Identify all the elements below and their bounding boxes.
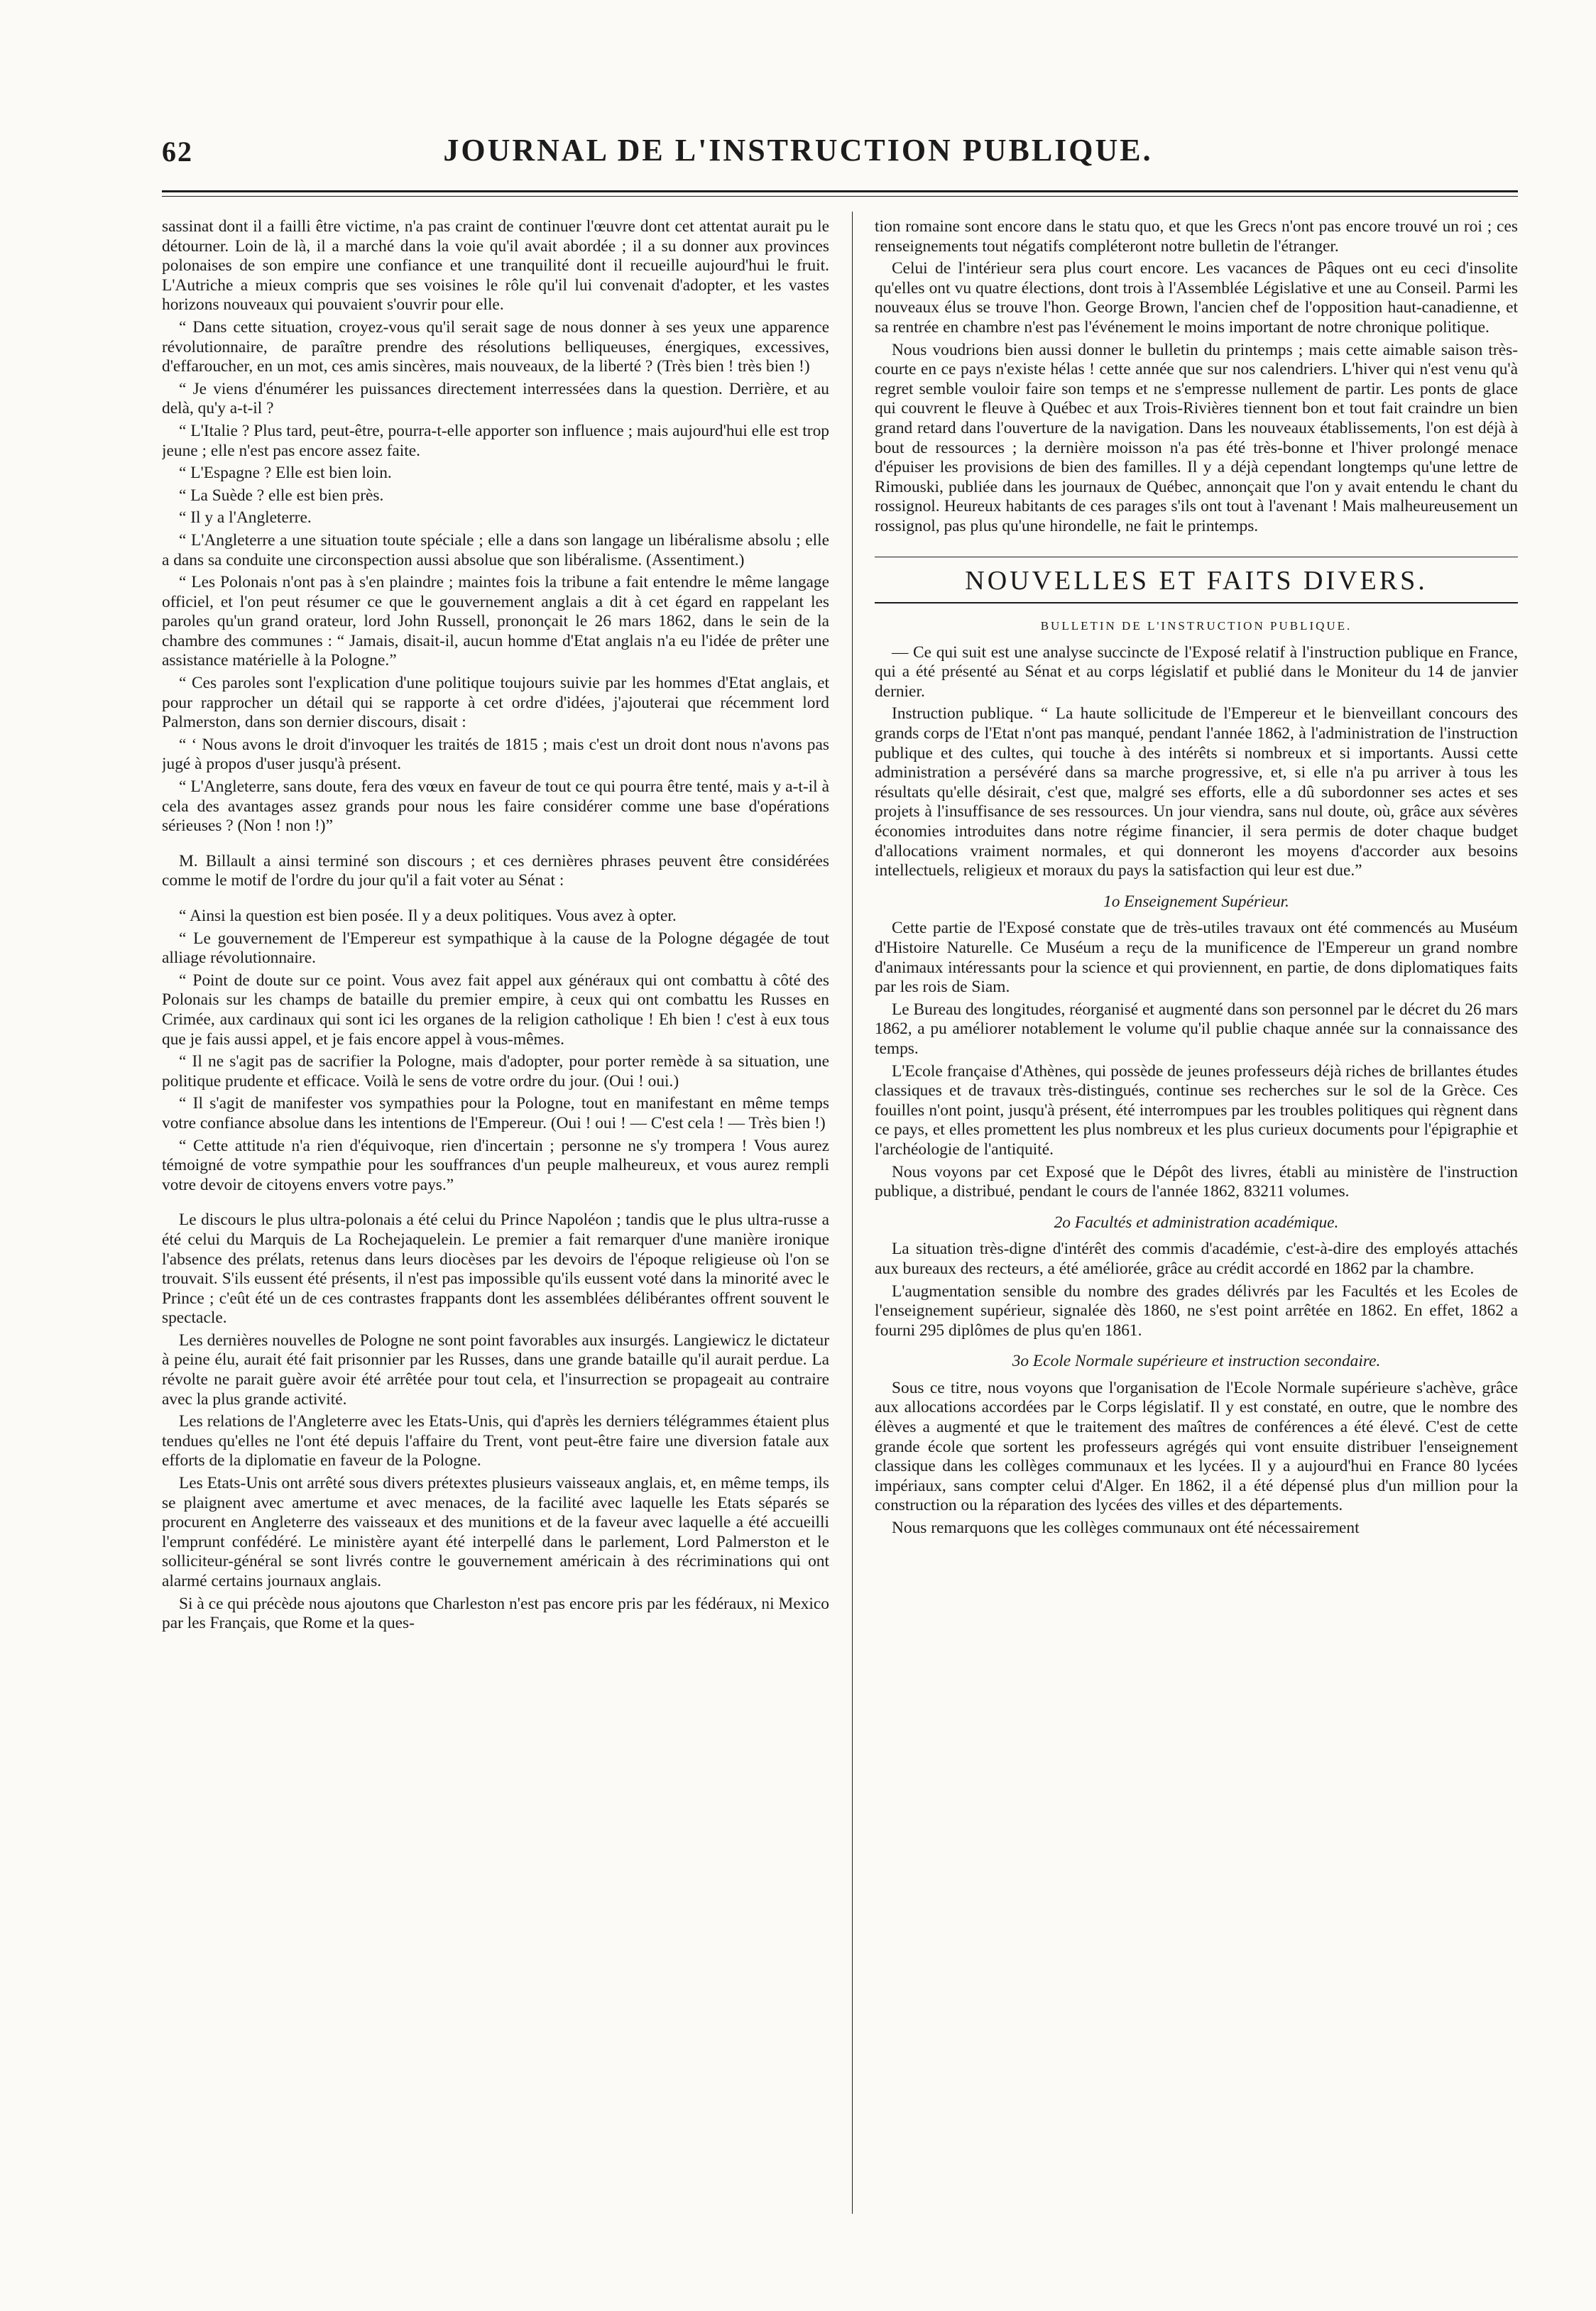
paragraph: “ Point de doute sur ce point. Vous avez fait appel aux généraux qui ont combattu à côté des Polonais sur les champs de bataille du premier empire, à ceux qui ont combattu les Russes en Crimée, aux cardinaux qui sont ici les organes de la religion catholique ! Eh bien ! c'est à eux tous que je fais aussi appel, et je fais encore appel à vous-mêmes. <box>162 971 829 1049</box>
paragraph: “ Les Polonais n'ont pas à s'en plaindre ; maintes fois la tribune a fait entendre le même langage officiel, et l'on peut résumer ce que le gouvernement anglais a dit à cet égard en rappelant les paroles qu'un grand orateur, lord John Russell, prononçait le 26 mars 1862, dans le sein de la chambre des communes : “ Jamais, disait-il, aucun homme d'Etat anglais n'a eu l'idée de prêter une assistance matérielle à la Pologne.” <box>162 573 829 670</box>
column-divider <box>852 212 853 2214</box>
paragraph: L'augmentation sensible du nombre des grades délivrés par les Facultés et les Ecoles de l'enseignement supérieur, signalée dès 1860, ne s'est point arrêtée en 1862. En effet, 1862 a fourni 295 diplômes de plus qu'en 1861. <box>875 1282 1518 1340</box>
paragraph: “ Ces paroles sont l'explication d'une politique toujours suivie par les hommes d'Etat anglais, et pour rapprocher un détail qui se rapporte à cet ordre d'idées, j'ajouterai que récemment lord Palmerston, dans son dernier discours, disait : <box>162 674 829 732</box>
paragraph: L'Ecole française d'Athènes, qui possède de jeunes professeurs déjà riches de brillantes études classiques et de travaux très-distingués, continue ses recherches sur le sol de la Grèce. Ces fouilles n'ont point, jusqu'à présent, été interrompues par les troubles politiques qui règnent dans ce pays, et elles promettent les plus nombreux et les plus curieux documents pour l'épigraphie et l'archéologie de l'antiquité. <box>875 1061 1518 1159</box>
paragraph: Nous remarquons que les collèges communaux ont été nécessairement <box>892 1519 1360 1538</box>
paragraph: Le discours le plus ultra-polonais a été celui du Prince Napoléon ; tandis que le plus ultra-russe a été celui du Marquis de La Rochejaquelein. Le premier a fait remarquer d'une manière ironique l'absence des prélats, retenus dans leurs diocèses par les devoirs de l'époque religieuse où l'on se trouvait. S'ils eussent été présents, il n'est pas impossible qu'ils eussent voté dans la minorité avec le Prince ; c'eût été un de ces contrastes frappants dont les assemblées délibérantes offrent souvent le spectacle. <box>162 1211 829 1328</box>
paragraph: — Ce qui suit est une analyse succincte de l'Exposé relatif à l'instruction publique en France, qui a été présenté au Sénat et au corps législatif et publié dans le Moniteur du 14 de janvier dernier. <box>875 643 1518 701</box>
paragraph: “ Il s'agit de manifester vos sympathies pour la Pologne, tout en manifestant en même temps votre confiance absolue dans les intentions de l'Empereur. (Oui ! oui ! — C'est cela ! — Très bien !) <box>162 1094 829 1132</box>
paragraph: Nous voyons par cet Exposé que le Dépôt des livres, établi au ministère de l'instruction publique, a distribué, pendant le cours de l'année 1862, 83211 volumes. <box>875 1162 1518 1201</box>
paragraph: tion romaine sont encore dans le statu quo, et que les Grecs n'ont pas encore trouvé un roi ; ces renseignements tout négatifs compléteront notre bulletin de l'étranger. <box>875 217 1518 256</box>
page-number: 62 <box>162 136 193 168</box>
paragraph: “ L'Espagne ? Elle est bien loin. <box>179 464 392 483</box>
paragraph: Sous ce titre, nous voyons que l'organisation de l'Ecole Normale supérieure s'achève, grâce aux allocations accordées par le Corps législatif. Il y est constaté, en outre, que le nombre des élèves a augmenté et que le traitement des maîtres de conférences a été élevé. C'est de cette grande école que sortent les professeurs agrégés qui vont ensuite distribuer l'enseignement classique dans les collèges communaux et les lycées. Il y a aujourd'hui en France 80 lycées impériaux, sans compter celui d'Alger. En 1862, il a été dépensé plus d'un million pour la construction ou la réparation des lycées des villes et des départements. <box>875 1378 1518 1515</box>
paragraph: Si à ce qui précède nous ajoutons que Charleston n'est pas encore pris par les fédéraux, ni Mexico par les Français, que Rome et la ques- <box>162 1594 829 1633</box>
paragraph: “ Je viens d'énumérer les puissances directement interressées dans la question. Derrière, et au delà, qu'y a-t-il ? <box>162 379 829 418</box>
heading-enseignement-superieur: 1o Enseignement Supérieur. <box>1103 892 1289 911</box>
paragraph: “ L'Italie ? Plus tard, peut-être, pourra-t-elle apporter son influence ; mais aujourd'hui elle est trop jeune ; elle n'est pas encore assez faite. <box>162 421 829 460</box>
paragraph: “ La Suède ? elle est bien près. <box>179 486 384 505</box>
right-column <box>875 217 1518 2283</box>
subsection-title: BULLETIN DE L'INSTRUCTION PUBLIQUE. <box>1040 619 1352 633</box>
paragraph: Les Etats-Unis ont arrêté sous divers prétextes plusieurs vaisseaux anglais, et, en même temps, ils se plaignent avec amertume et avec menaces, de la facilité avec laquelle les Etats séparés se procurent en Angleterre des vaisseaux et des munitions et de la faveur avec laquelle a été accueilli l'emprunt confédéré. Le ministère ayant été interpellé dans le parlement, Lord Palmerston et le solliciteur-général se sont livrés contre le gouvernement américain à des récriminations qui ont alarmé certains journaux anglais. <box>162 1474 829 1590</box>
paragraph: “ ‘ Nous avons le droit d'invoquer les traités de 1815 ; mais c'est un droit dont nous n'avons pas jugé à propos d'user jusqu'à présent. <box>162 735 829 774</box>
paragraph: La situation très-digne d'intérêt des commis d'académie, c'est-à-dire des employés attachés aux bureaux des recteurs, a été améliorée, grâce au crédit accordé en 1862 par la chambre. <box>875 1240 1518 1278</box>
heading-ecole-normale: 3o Ecole Normale supérieure et instruction secondaire. <box>1012 1352 1381 1371</box>
paragraph: “ Il y a l'Angleterre. <box>179 508 312 528</box>
paragraph: “ L'Angleterre a une situation toute spéciale ; elle a dans son langage un libéralisme absolu ; elle a dans sa conduite une circonspection aussi absolue que son libéralisme. (Assentiment.) <box>162 530 829 569</box>
paragraph: Les dernières nouvelles de Pologne ne sont point favorables aux insurgés. Langiewicz le dictateur à peine élu, aurait été fait prisonnier par les Russes, dans une grande bataille qu'il aurait perdue. La révolte ne parait guère avoir été arrêtée pour tout cela, et l'insurrection se propageait au contraire avec la plus grande activité. <box>162 1331 829 1409</box>
paragraph: Les relations de l'Angleterre avec les Etats-Unis, qui d'après les derniers télégrammes étaient plus tendues qu'elles ne l'ont été depuis l'affaire du Trent, vont peut-être faire une diversion fatale aux efforts de la diplomatie en faveur de la Pologne. <box>162 1412 829 1470</box>
paragraph: “ Dans cette situation, croyez-vous qu'il serait sage de nous donner à ses yeux une apparence révolutionnaire, de paraître prendre des résolutions belliqueuses, énergiques, excessives, d'effaroucher, en un mot, ces amis sincères, mais nouveaux, de la liberté ? (Très bien ! très bien !) <box>162 317 829 376</box>
paragraph: “ L'Angleterre, sans doute, fera des vœux en faveur de tout ce qui pourra être tenté, mais y a-t-il à cela des avantages assez grands pour nous les faire considérer comme une base d'opérations sérieuses ? (Non ! non !)” <box>162 777 829 836</box>
heading-facultes: 2o Facultés et administration académique. <box>1054 1213 1339 1232</box>
paragraph: Nous voudrions bien aussi donner le bulletin du printemps ; mais cette aimable saison très-courte en ce pays n'existe hélas ! cette année que sur nos calendriers. L'hiver qui n'est venu qu'à regret semble vouloir faire son temps et ne s'empresse nullement de partir. Les ponts de glace qui couvrent le fleuve à Québec et aux Trois-Rivières tiennent bon et tout fait craindre un bien grand retard dans l'ouverture de la navigation. Dans les nouveaux établissements, l'on est déjà à bout de ressources ; la dernière moisson n'a pas été très-bonne et l'hiver prolongé menace d'épuiser les provisions de bien des familles. Il y a déjà cependant longtemps qu'une lettre de Rimouski, publiée dans les journaux de Québec, annonçait que l'on y avait entendu le chant du rossignol. Heureux habitants de ces parages s'ils ont tout à l'avenant ! Mais malheureusement un rossignol, pas plus qu'une hirondelle, ne fait le printemps. <box>875 340 1518 535</box>
paragraph: “ Ainsi la question est bien posée. Il y a deux politiques. Vous avez à opter. <box>179 907 677 925</box>
paragraph: “ Cette attitude n'a rien d'équivoque, rien d'incertain ; personne ne s'y trompera ! Vous aurez témoigné de votre sympathie pour les souffrances d'un peuple malheureux, et vous aurez rempli votre devoir de citoyens envers votre pays.” <box>162 1136 829 1194</box>
paragraph: Celui de l'intérieur sera plus court encore. Les vacances de Pâques ont eu ceci d'insolite qu'elles ont vu quatre élections, dont trois à l'Assemblée Législative et une au Conseil. Parmi les nouveaux élus se trouve l'hon. George Brown, l'ancien chef de l'opposition haut-canadienne, et sa rentrée en chambre n'est pas l'événement le moins important de notre chronique politique. <box>875 259 1518 337</box>
paragraph: Instruction publique. “ La haute sollicitude de l'Empereur et le bienveillant concours des grands corps de l'Etat n'ont pas manqué, pendant l'année 1862, à l'administration de l'instruction publique et des cultes, qui touche à des intérêts si nombreux et si importants. Aussi cette administration a persévéré dans sa marche progressive, et, si elle n'a pu arriver à tous les résultats qu'elle désirait, c'est que, malgré ses efforts, elle a dû subordonner ses actes et ses projets à l'insuffisance de ses ressources. Un jour viendra, sans nul doute, où, grâce aux sévères économies introduites dans notre régime financier, il sera permis de doter chaque budget d'allocations vraiment normales, et qui donneront les moyens d'accorder aux besoins intellectuels, religieux et moraux du pays la satisfaction qui leur est due.” <box>875 704 1518 880</box>
paragraph: Le Bureau des longitudes, réorganisé et augmenté dans son personnel par le décret du 26 mars 1862, a pu améliorer notablement le volume qu'il publie chaque année sur la connaissance des temps. <box>875 1000 1518 1058</box>
paragraph: sassinat dont il a failli être victime, n'a pas craint de continuer l'œuvre dont cet attentat aurait pu le détourner. Loin de là, il a marché dans la voie qu'il avait abordée ; il a su donner aux provinces polonaises de son empire une confiance et une tranquilité dont il recueille aujourd'hui le fruit. L'Autriche a mieux compris que ses voisines le rôle qu'il lui convenait d'adopter, et les vastes horizons nouveaux qui pouvaient s'ouvrir pour elle. <box>162 217 829 315</box>
section-title: NOUVELLES ET FAITS DIVERS. <box>875 557 1518 604</box>
journal-title: JOURNAL DE L'INSTRUCTION PUBLIQUE. <box>443 133 1153 168</box>
paragraph: “ Il ne s'agit pas de sacrifier la Pologne, mais d'adopter, pour porter remède à sa situation, une politique prudente et efficace. Voilà le sens de votre ordre du jour. (Oui ! oui.) <box>162 1052 829 1091</box>
left-column <box>162 217 829 2283</box>
header-rule <box>162 190 1518 197</box>
paragraph: Cette partie de l'Exposé constate que de très-utiles travaux ont été commencés au Muséum d'Histoire Naturelle. Ce Muséum a reçu de la munificence de l'Empereur un grand nombre d'animaux intéressants pour la science et qui proviennent, en partie, de dons diplomatiques faits par les rois de Siam. <box>875 919 1518 997</box>
paragraph: M. Billault a ainsi terminé son discours ; et ces dernières phrases peuvent être considérées comme le motif de l'ordre du jour qu'il a fait voter au Sénat : <box>162 851 829 890</box>
paragraph: “ Le gouvernement de l'Empereur est sympathique à la cause de la Pologne dégagée de tout alliage révolutionnaire. <box>162 929 829 968</box>
